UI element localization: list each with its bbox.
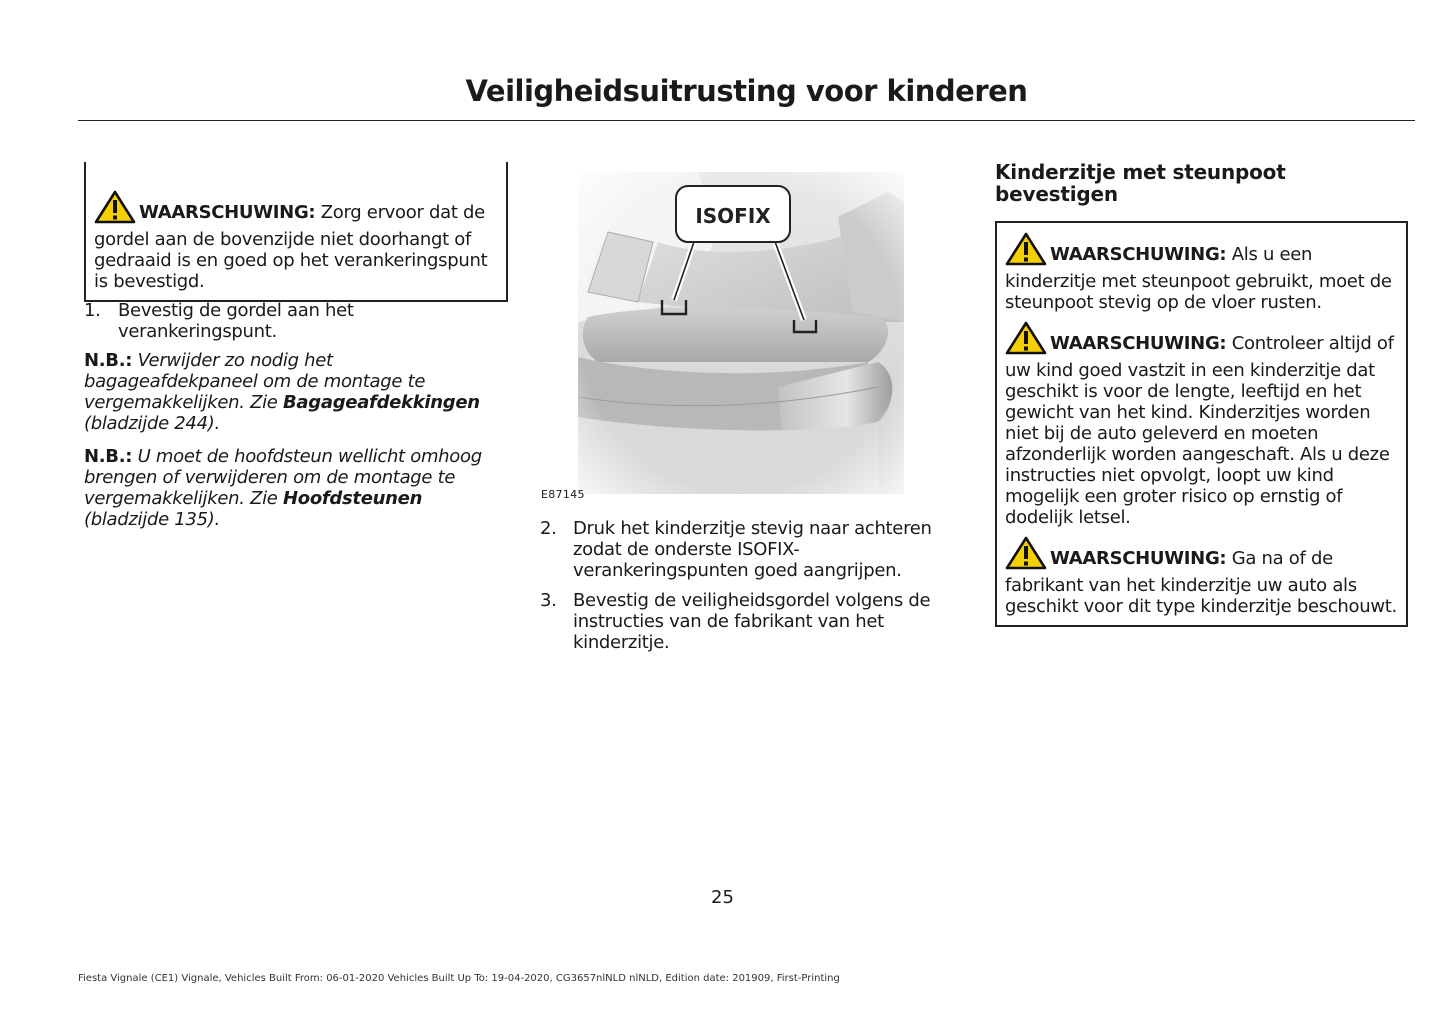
page-number: 25 [711,887,734,908]
warning-label: WAARSCHUWING: [1050,548,1227,569]
warning-triangle-icon [1005,536,1047,575]
note-reference-link[interactable]: Bagageafdekkingen [283,392,480,413]
warning-label: WAARSCHUWING: [1050,244,1227,265]
warning-support-leg [1005,232,1398,313]
section-heading: Kinderzitje met steunpoot bevestigen [995,160,1286,206]
step-number: 2. [540,518,557,539]
title-divider [78,120,1415,121]
warning-text: Ga na of de fabrikant van het kinderzitje uw auto als geschikt voor dit type kinderzitje beschouwt. [1005,548,1397,617]
note-text: U moet de hoofdsteun wellicht omhoog brengen of verwijderen om de montage te vergemakkelijken. Zie [84,446,482,509]
step-number: 1. [84,300,101,321]
warning-triangle-icon [1005,232,1047,271]
step-2 [540,518,960,581]
warning-box-support-leg [995,221,1408,627]
warning-manufacturer [1005,536,1398,617]
warning-label: WAARSCHUWING: [139,202,316,223]
warning-text: Controleer altijd of uw kind goed vastzit in een kinderzitje dat geschikt is voor de lengte, leeftijd en het gewicht van het kind. Kinderzitjes worden niet bij de auto geleverd en moeten afzonderlijk worden aangeschaft. Als u deze instructies niet opvolgt, loopt uw kind mogelijk een groter risico op ernstig of dodelijk letsel. [1005,333,1394,528]
note-luggage-cover [84,350,504,434]
note-reference-link[interactable]: Hoofdsteunen [283,488,423,509]
step-text: Bevestig de gordel aan het verankeringspunt. [118,300,354,342]
step-number: 3. [540,590,557,611]
figure-code: E87145 [541,488,585,501]
step-3 [540,590,960,653]
warning-label: WAARSCHUWING: [1050,333,1227,354]
warning-triangle-icon [1005,321,1047,360]
page-title: Veiligheidsuitrusting voor kinderen [465,74,1028,108]
isofix-illustration [578,172,904,494]
isofix-seat-drawing [578,172,904,494]
note-page-ref: (bladzijde 244). [84,413,220,434]
warning-child-secured [1005,321,1398,528]
note-label: N.B.: [84,446,133,467]
warning-box-belt [84,162,508,302]
step-text: Druk het kinderzitje stevig naar achteren zodat de onderste ISOFIX-verankeringspunten goed aangrijpen. [573,518,932,581]
note-head-restraint [84,446,504,530]
footer-edition-info: Fiesta Vignale (CE1) Vignale, Vehicles Built From: 06-01-2020 Vehicles Built Up To: 19-04-2020, CG3657nlNLD nlNLD, Edition date: 201909, First-Printing [78,973,840,984]
warning-text: Zorg ervoor dat de gordel aan de bovenzijde niet doorhangt of gedraaid is en goed op het verankeringspunt is bevestigd. [94,202,488,292]
note-label: N.B.: [84,350,133,371]
note-text: Verwijder zo nodig het bagageafdekpaneel om de montage te vergemakkelijken. Zie [84,350,426,413]
step-1 [84,300,504,342]
warning-triangle-icon [94,190,136,229]
warning-text: Als u een kinderzitje met steunpoot gebruikt, moet de steunpoot stevig op de vloer rusten. [1005,244,1392,313]
note-page-ref: (bladzijde 135). [84,509,220,530]
steps-list [540,518,960,662]
step-text: Bevestig de veiligheidsgordel volgens de instructies van de fabrikant van het kinderzitje. [573,590,931,653]
